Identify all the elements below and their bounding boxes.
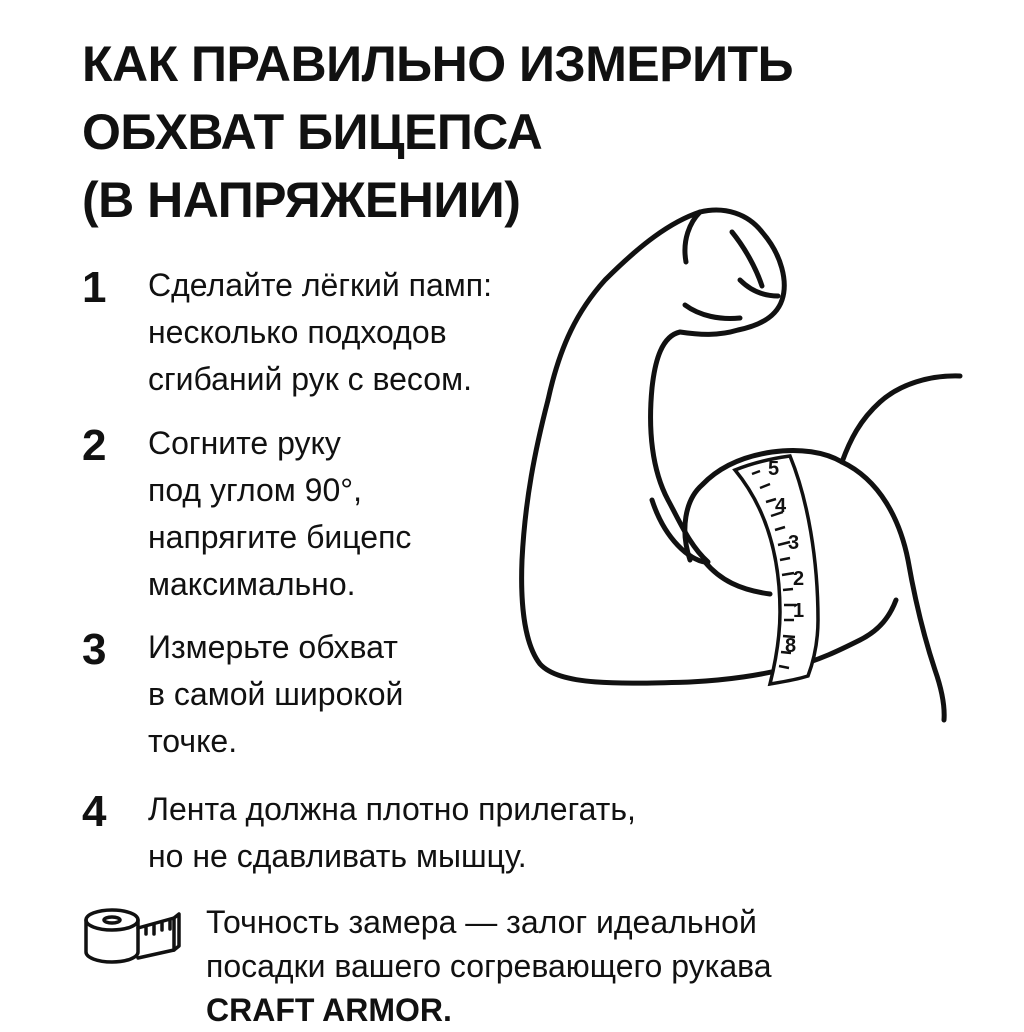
step-line: но не сдавливать мышцу. <box>148 838 527 874</box>
step-line: под углом 90°, <box>148 472 362 508</box>
step-line: Измерьте обхват <box>148 629 398 665</box>
step-number: 1 <box>82 263 107 312</box>
footer-line: посадки вашего согревающего рукава <box>206 948 772 984</box>
step-line: напрягите бицепс <box>148 519 412 555</box>
tape-mark: 4 <box>775 495 787 517</box>
title-line-2: ОБХВАТ БИЦЕПСА <box>82 104 543 160</box>
step-number: 3 <box>82 625 107 674</box>
tape-mark: 1 <box>793 600 805 622</box>
step-line: несколько подходов <box>148 314 447 350</box>
step-number: 4 <box>82 787 107 836</box>
step-number: 2 <box>82 421 107 470</box>
step-line: максимально. <box>148 566 356 602</box>
measuring-tape-icon <box>82 906 182 968</box>
title-line-3: (В НАПРЯЖЕНИИ) <box>82 172 521 228</box>
step-text <box>148 262 492 403</box>
step-line: точке. <box>148 723 238 759</box>
tape-mark: 2 <box>793 568 805 590</box>
step-text <box>148 420 411 608</box>
footer-line: Точность замера — залог идеальной <box>206 904 757 940</box>
step-line: в самой широкой <box>148 676 404 712</box>
step-line: Сделайте лёгкий памп: <box>148 267 492 303</box>
step-text <box>148 624 403 765</box>
step-line: Согните руку <box>148 425 341 461</box>
title-line-1: КАК ПРАВИЛЬНО ИЗМЕРИТЬ <box>82 36 794 92</box>
footer-text <box>206 900 772 1032</box>
tape-mark: 5 <box>768 458 780 480</box>
step-line: Лента должна плотно прилегать, <box>148 791 636 827</box>
flexed-arm-icon <box>500 200 1000 740</box>
step-text <box>148 786 636 880</box>
tape-mark: 3 <box>788 532 800 554</box>
brand-name: CRAFT ARMOR. <box>206 992 452 1028</box>
tape-band <box>735 456 818 684</box>
step-line: сгибаний рук с весом. <box>148 361 472 397</box>
tape-mark: 8 <box>785 635 797 657</box>
